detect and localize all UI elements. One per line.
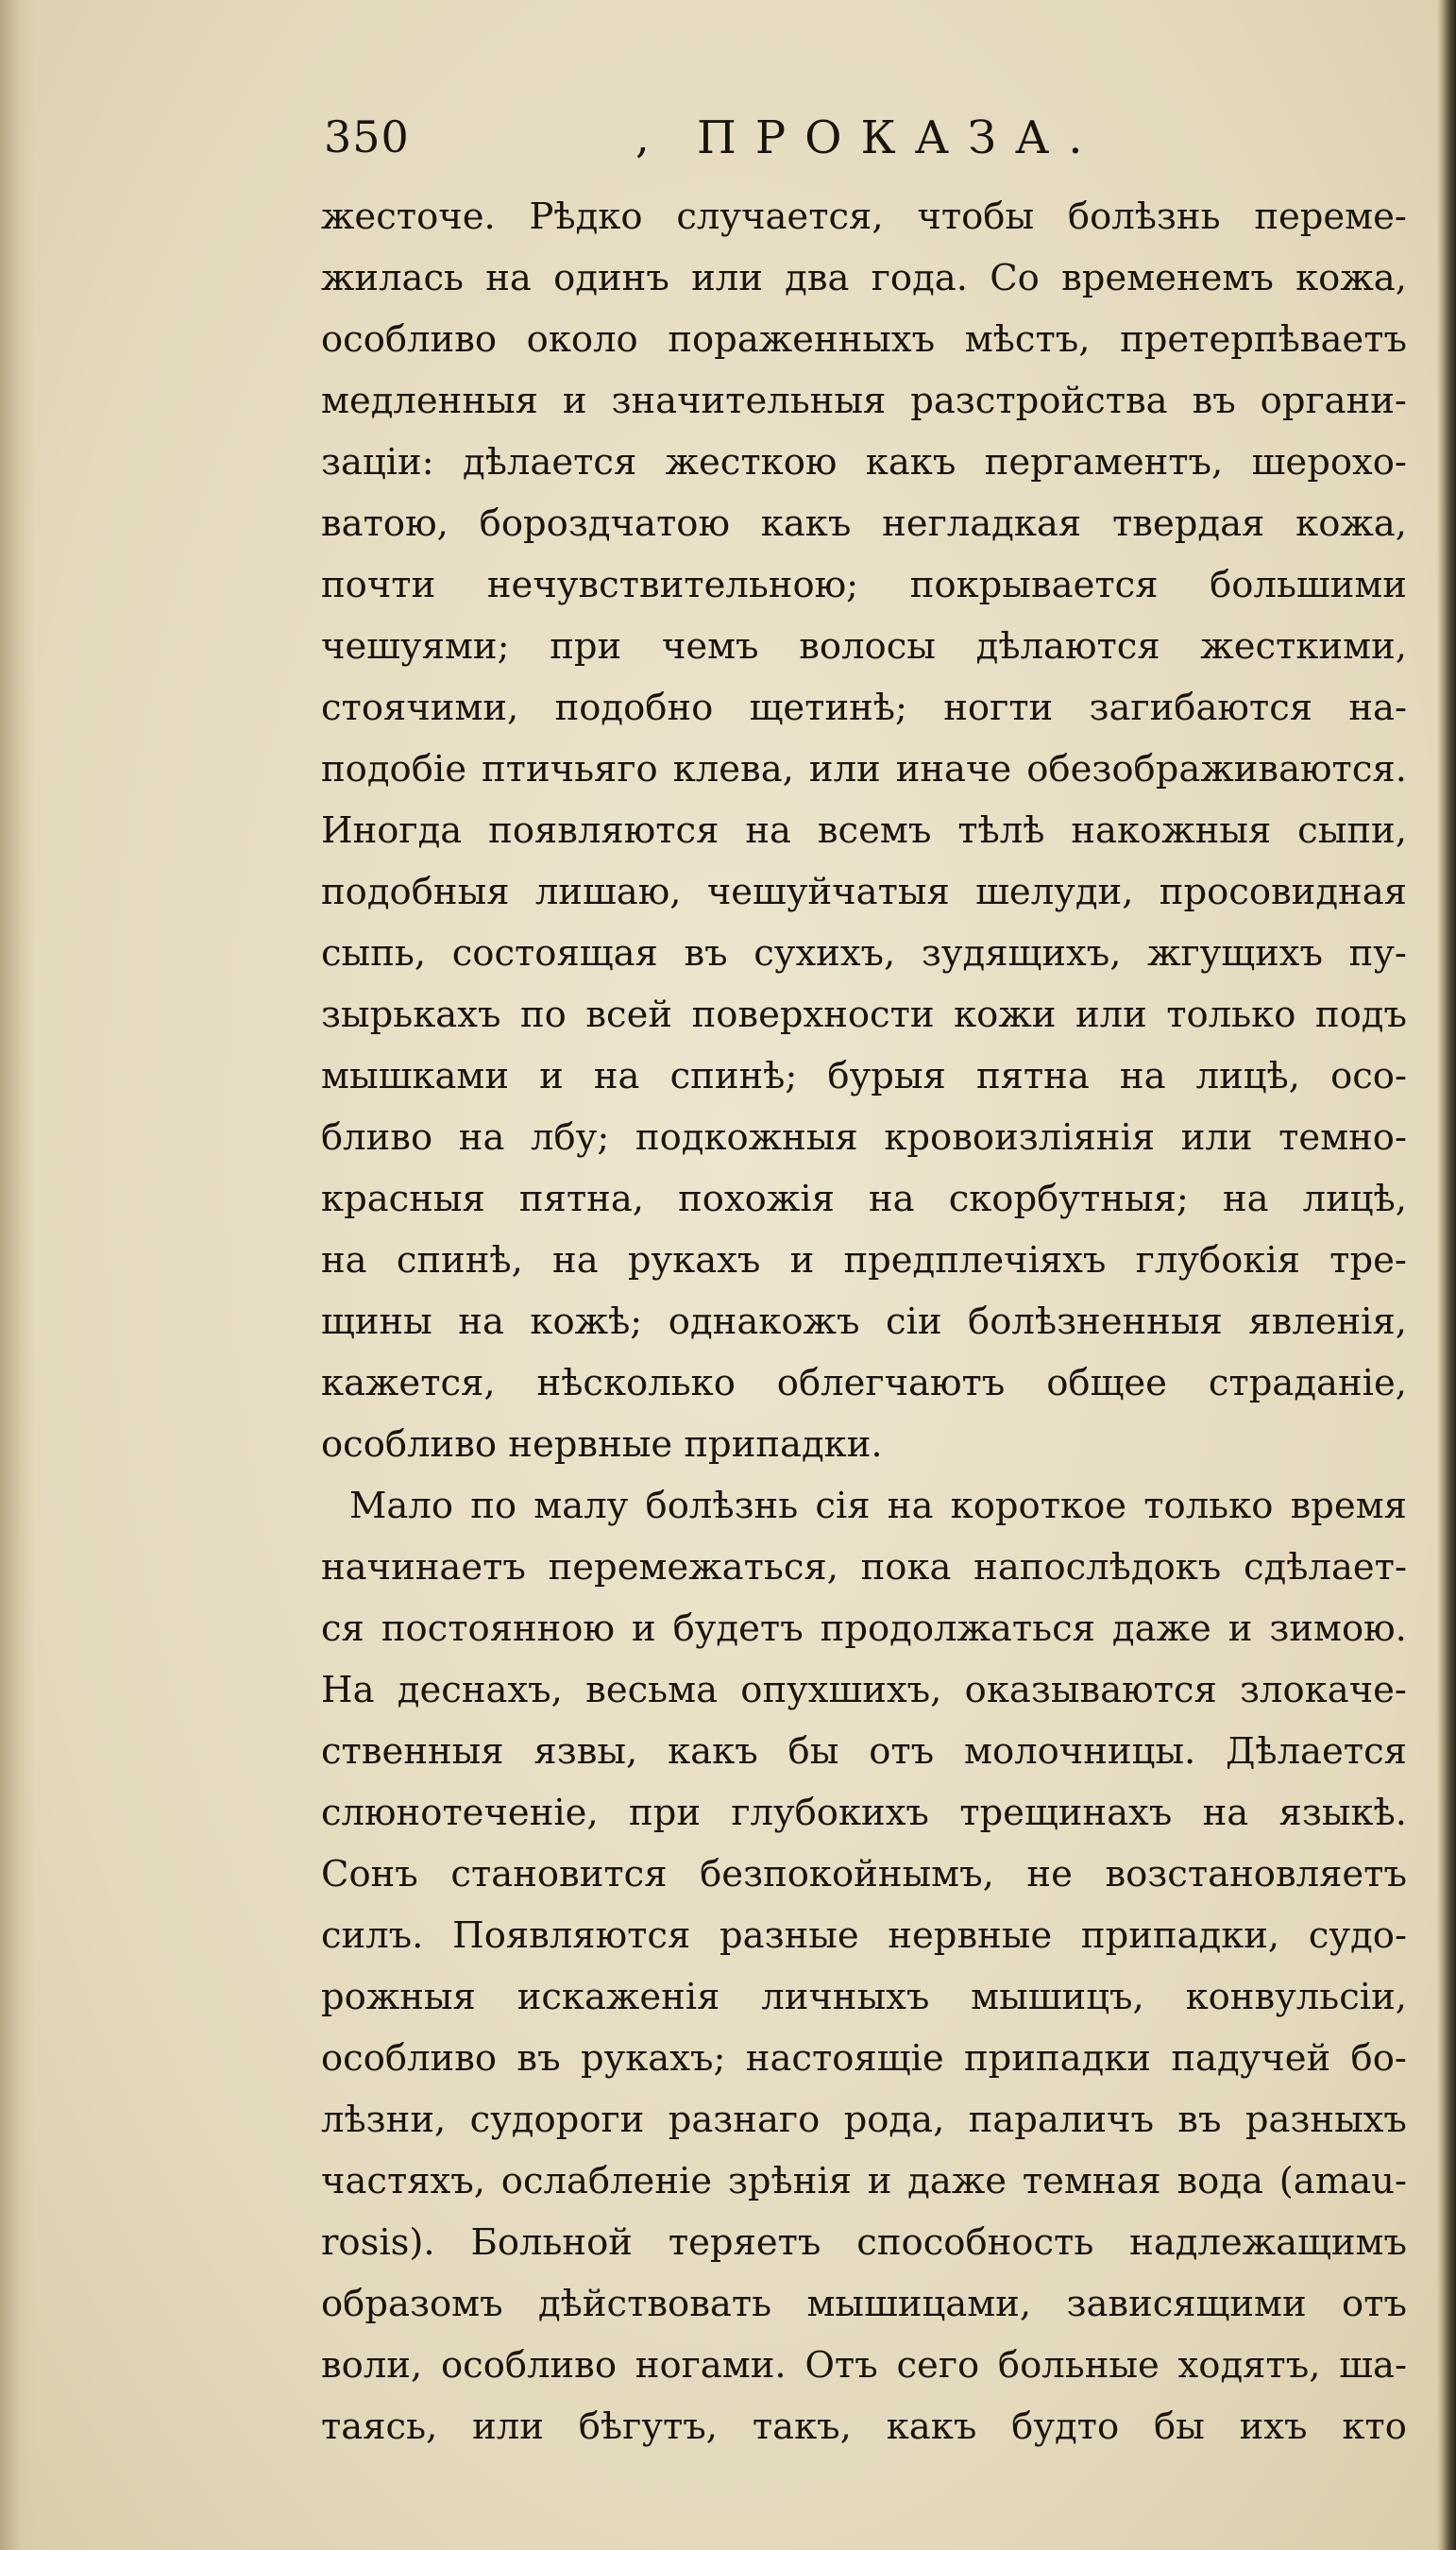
text-line: рожныя искаженія личныхъ мышицъ, конвульсіи, bbox=[321, 1976, 1407, 2018]
text-line: Иногда появляются на всемъ тѣлѣ накожныя сыпи, bbox=[321, 809, 1407, 852]
text-line: на спинѣ, на рукахъ и предплечіяхъ глубокія тре- bbox=[321, 1239, 1407, 1282]
text-line: ственныя язвы, какъ бы отъ молочницы. Дѣлается bbox=[321, 1730, 1407, 1773]
text-line: таясь, или бѣгутъ, такъ, какъ будто бы ихъ кто bbox=[321, 2406, 1407, 2448]
text-line: особливо въ рукахъ; настоящіе припадки падучей бо- bbox=[321, 2037, 1407, 2080]
page-number: 350 bbox=[324, 111, 410, 162]
text-line: кажется, нѣсколько облегчаютъ общее страданіе, bbox=[321, 1362, 1407, 1404]
text-line: жесточе. Рѣдко случается, чтобы болѣзнь переме- bbox=[321, 196, 1407, 238]
text-line: мышками и на спинѣ; бурыя пятна на лицѣ, осо- bbox=[321, 1055, 1407, 1097]
text-line: сыпь, состоящая въ сухихъ, зудящихъ, жгущихъ пу- bbox=[321, 932, 1407, 975]
text-line: почти нечувствительною; покрывается большими bbox=[321, 564, 1407, 606]
text-line: слюнотеченіе, при глубокихъ трещинахъ на языкѣ. bbox=[321, 1792, 1407, 1834]
running-title: ПРОКАЗА. bbox=[697, 111, 1102, 164]
body-text bbox=[321, 186, 1407, 2457]
text-line: образомъ дѣйствовать мышицами, зависящими отъ bbox=[321, 2283, 1407, 2325]
text-line: ся постоянною и будетъ продолжаться даже и зимою. bbox=[321, 1607, 1407, 1650]
text-line: силъ. Появляются разные нервные припадки, судо- bbox=[321, 1914, 1407, 1957]
text-line: подобныя лишаю, чешуйчатыя шелуди, просовидная bbox=[321, 871, 1407, 913]
text-line: rosis). Больной теряетъ способность надлежащимъ bbox=[321, 2221, 1407, 2264]
text-line: воли, особливо ногами. Отъ сего больные ходятъ, ша- bbox=[321, 2344, 1407, 2387]
text-line: красныя пятна, похожія на скорбутныя; на лицѣ, bbox=[321, 1178, 1407, 1220]
text-line: бливо на лбу; подкожныя кровоизліянія или темно- bbox=[321, 1116, 1407, 1159]
text-line: особливо около пораженныхъ мѣстъ, претерпѣваетъ bbox=[321, 318, 1407, 361]
text-line: заціи: дѣлается жесткою какъ пергаментъ, шерохо- bbox=[321, 441, 1407, 484]
text-line: медленныя и значительныя разстройства въ органи- bbox=[321, 380, 1407, 422]
text-line: начинаетъ перемежаться, пока напослѣдокъ сдѣлает- bbox=[321, 1546, 1407, 1589]
page-gutter-shadow bbox=[0, 0, 36, 2550]
text-line: ватою, бороздчатою какъ негладкая твердая кожа, bbox=[321, 502, 1407, 545]
text-line: чешуями; при чемъ волосы дѣлаются жесткими, bbox=[321, 625, 1407, 668]
text-line: Сонъ становится безпокойнымъ, не возстановляетъ bbox=[321, 1853, 1407, 1896]
text-line: На деснахъ, весьма опухшихъ, оказываются злокаче- bbox=[321, 1669, 1407, 1711]
text-line: стоячими, подобно щетинѣ; ногти загибаются на- bbox=[321, 687, 1407, 729]
page-header bbox=[324, 111, 1400, 178]
text-line: лѣзни, судороги разнаго рода, параличъ въ разныхъ bbox=[321, 2099, 1407, 2141]
text-line-paragraph-end: особливо нервные припадки. bbox=[321, 1423, 883, 1466]
text-line: зырькахъ по всей поверхности кожи или только подъ bbox=[321, 994, 1407, 1036]
text-line: подобіе птичьяго клева, или иначе обезображиваются. bbox=[321, 748, 1407, 790]
page-edge bbox=[1437, 0, 1456, 2550]
header-separator: , bbox=[635, 111, 650, 162]
text-line: щины на кожѣ; однакожъ сіи болѣзненныя явленія, bbox=[321, 1300, 1407, 1343]
text-line: жилась на одинъ или два года. Со временемъ кожа, bbox=[321, 257, 1407, 299]
text-line: частяхъ, ослабленіе зрѣнія и даже темная вода (amau- bbox=[321, 2160, 1407, 2202]
text-line-paragraph-start: Мало по малу болѣзнь сія на короткое только время bbox=[349, 1485, 1407, 1527]
